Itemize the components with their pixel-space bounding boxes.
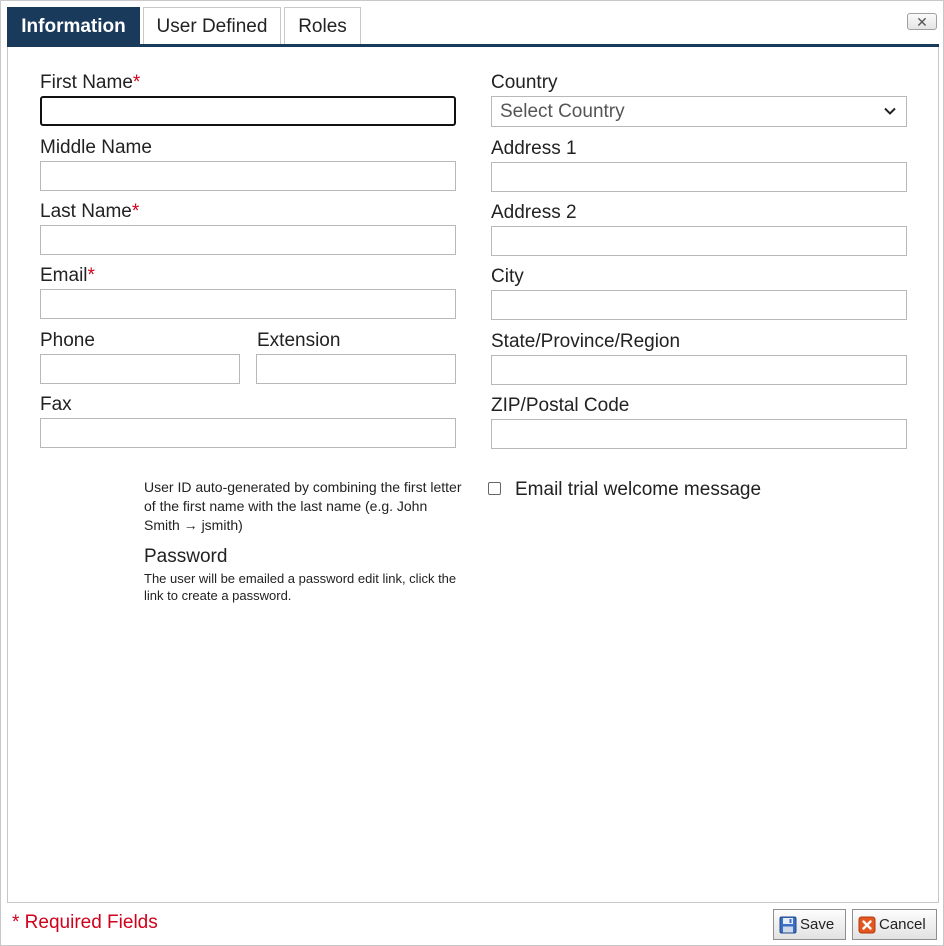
city-label: City bbox=[491, 266, 524, 287]
state-input[interactable] bbox=[491, 355, 907, 385]
country-label: Country bbox=[491, 72, 558, 93]
chevron-down-icon bbox=[882, 103, 898, 119]
close-button[interactable] bbox=[907, 13, 937, 30]
email-input[interactable] bbox=[40, 289, 456, 319]
email-label bbox=[40, 265, 95, 287]
cancel-button[interactable] bbox=[852, 909, 937, 940]
email-label-text: Email bbox=[40, 265, 88, 286]
extension-input[interactable] bbox=[256, 354, 456, 384]
phone-label: Phone bbox=[40, 330, 95, 351]
cancel-button-label: Cancel bbox=[879, 916, 926, 933]
fax-input[interactable] bbox=[40, 418, 456, 448]
fax-label: Fax bbox=[40, 394, 72, 415]
cancel-icon bbox=[858, 916, 876, 934]
phone-input[interactable] bbox=[40, 354, 240, 384]
save-button-label: Save bbox=[800, 916, 835, 933]
country-select[interactable] bbox=[491, 96, 907, 127]
address1-input[interactable] bbox=[491, 162, 907, 192]
last-name-input[interactable] bbox=[40, 225, 456, 255]
middle-name-label: Middle Name bbox=[40, 137, 152, 158]
tab-information[interactable]: Information bbox=[7, 7, 140, 46]
userid-help-text: User ID auto-generated by combining the first letter of the first name with the last name (e.g. John Smith → jsmith) bbox=[144, 479, 462, 533]
welcome-email-checkbox[interactable] bbox=[488, 482, 501, 495]
address2-label: Address 2 bbox=[491, 202, 577, 223]
tab-roles[interactable]: Roles bbox=[284, 7, 361, 45]
address1-label: Address 1 bbox=[491, 138, 577, 159]
first-name-input[interactable] bbox=[40, 96, 456, 126]
required-mark: * bbox=[87, 265, 95, 286]
middle-name-input[interactable] bbox=[40, 161, 456, 191]
required-mark: * bbox=[131, 201, 140, 222]
country-selected-value: Select Country bbox=[500, 100, 625, 122]
floppy-disk-icon bbox=[779, 916, 797, 934]
welcome-email-label[interactable]: Email trial welcome message bbox=[515, 479, 762, 500]
password-note: The user will be emailed a password edit link, click the link to create a password. bbox=[144, 571, 457, 603]
first-name-label-text: First Name bbox=[40, 72, 133, 93]
extension-label: Extension bbox=[257, 330, 341, 351]
first-name-label bbox=[40, 72, 140, 94]
last-name-label bbox=[40, 201, 139, 223]
state-label: State/Province/Region bbox=[491, 331, 681, 352]
city-input[interactable] bbox=[491, 290, 907, 320]
last-name-label-text: Last Name bbox=[40, 201, 132, 222]
tab-bar bbox=[7, 7, 364, 47]
password-title: Password bbox=[144, 546, 228, 567]
required-fields-note: * Required Fields bbox=[12, 912, 158, 933]
tab-user-defined[interactable]: User Defined bbox=[143, 7, 281, 45]
zip-label: ZIP/Postal Code bbox=[491, 395, 630, 416]
close-icon: ✕ bbox=[916, 13, 928, 30]
zip-input[interactable] bbox=[491, 419, 907, 449]
save-button[interactable] bbox=[773, 909, 846, 940]
address2-input[interactable] bbox=[491, 226, 907, 256]
required-mark: * bbox=[132, 72, 141, 93]
